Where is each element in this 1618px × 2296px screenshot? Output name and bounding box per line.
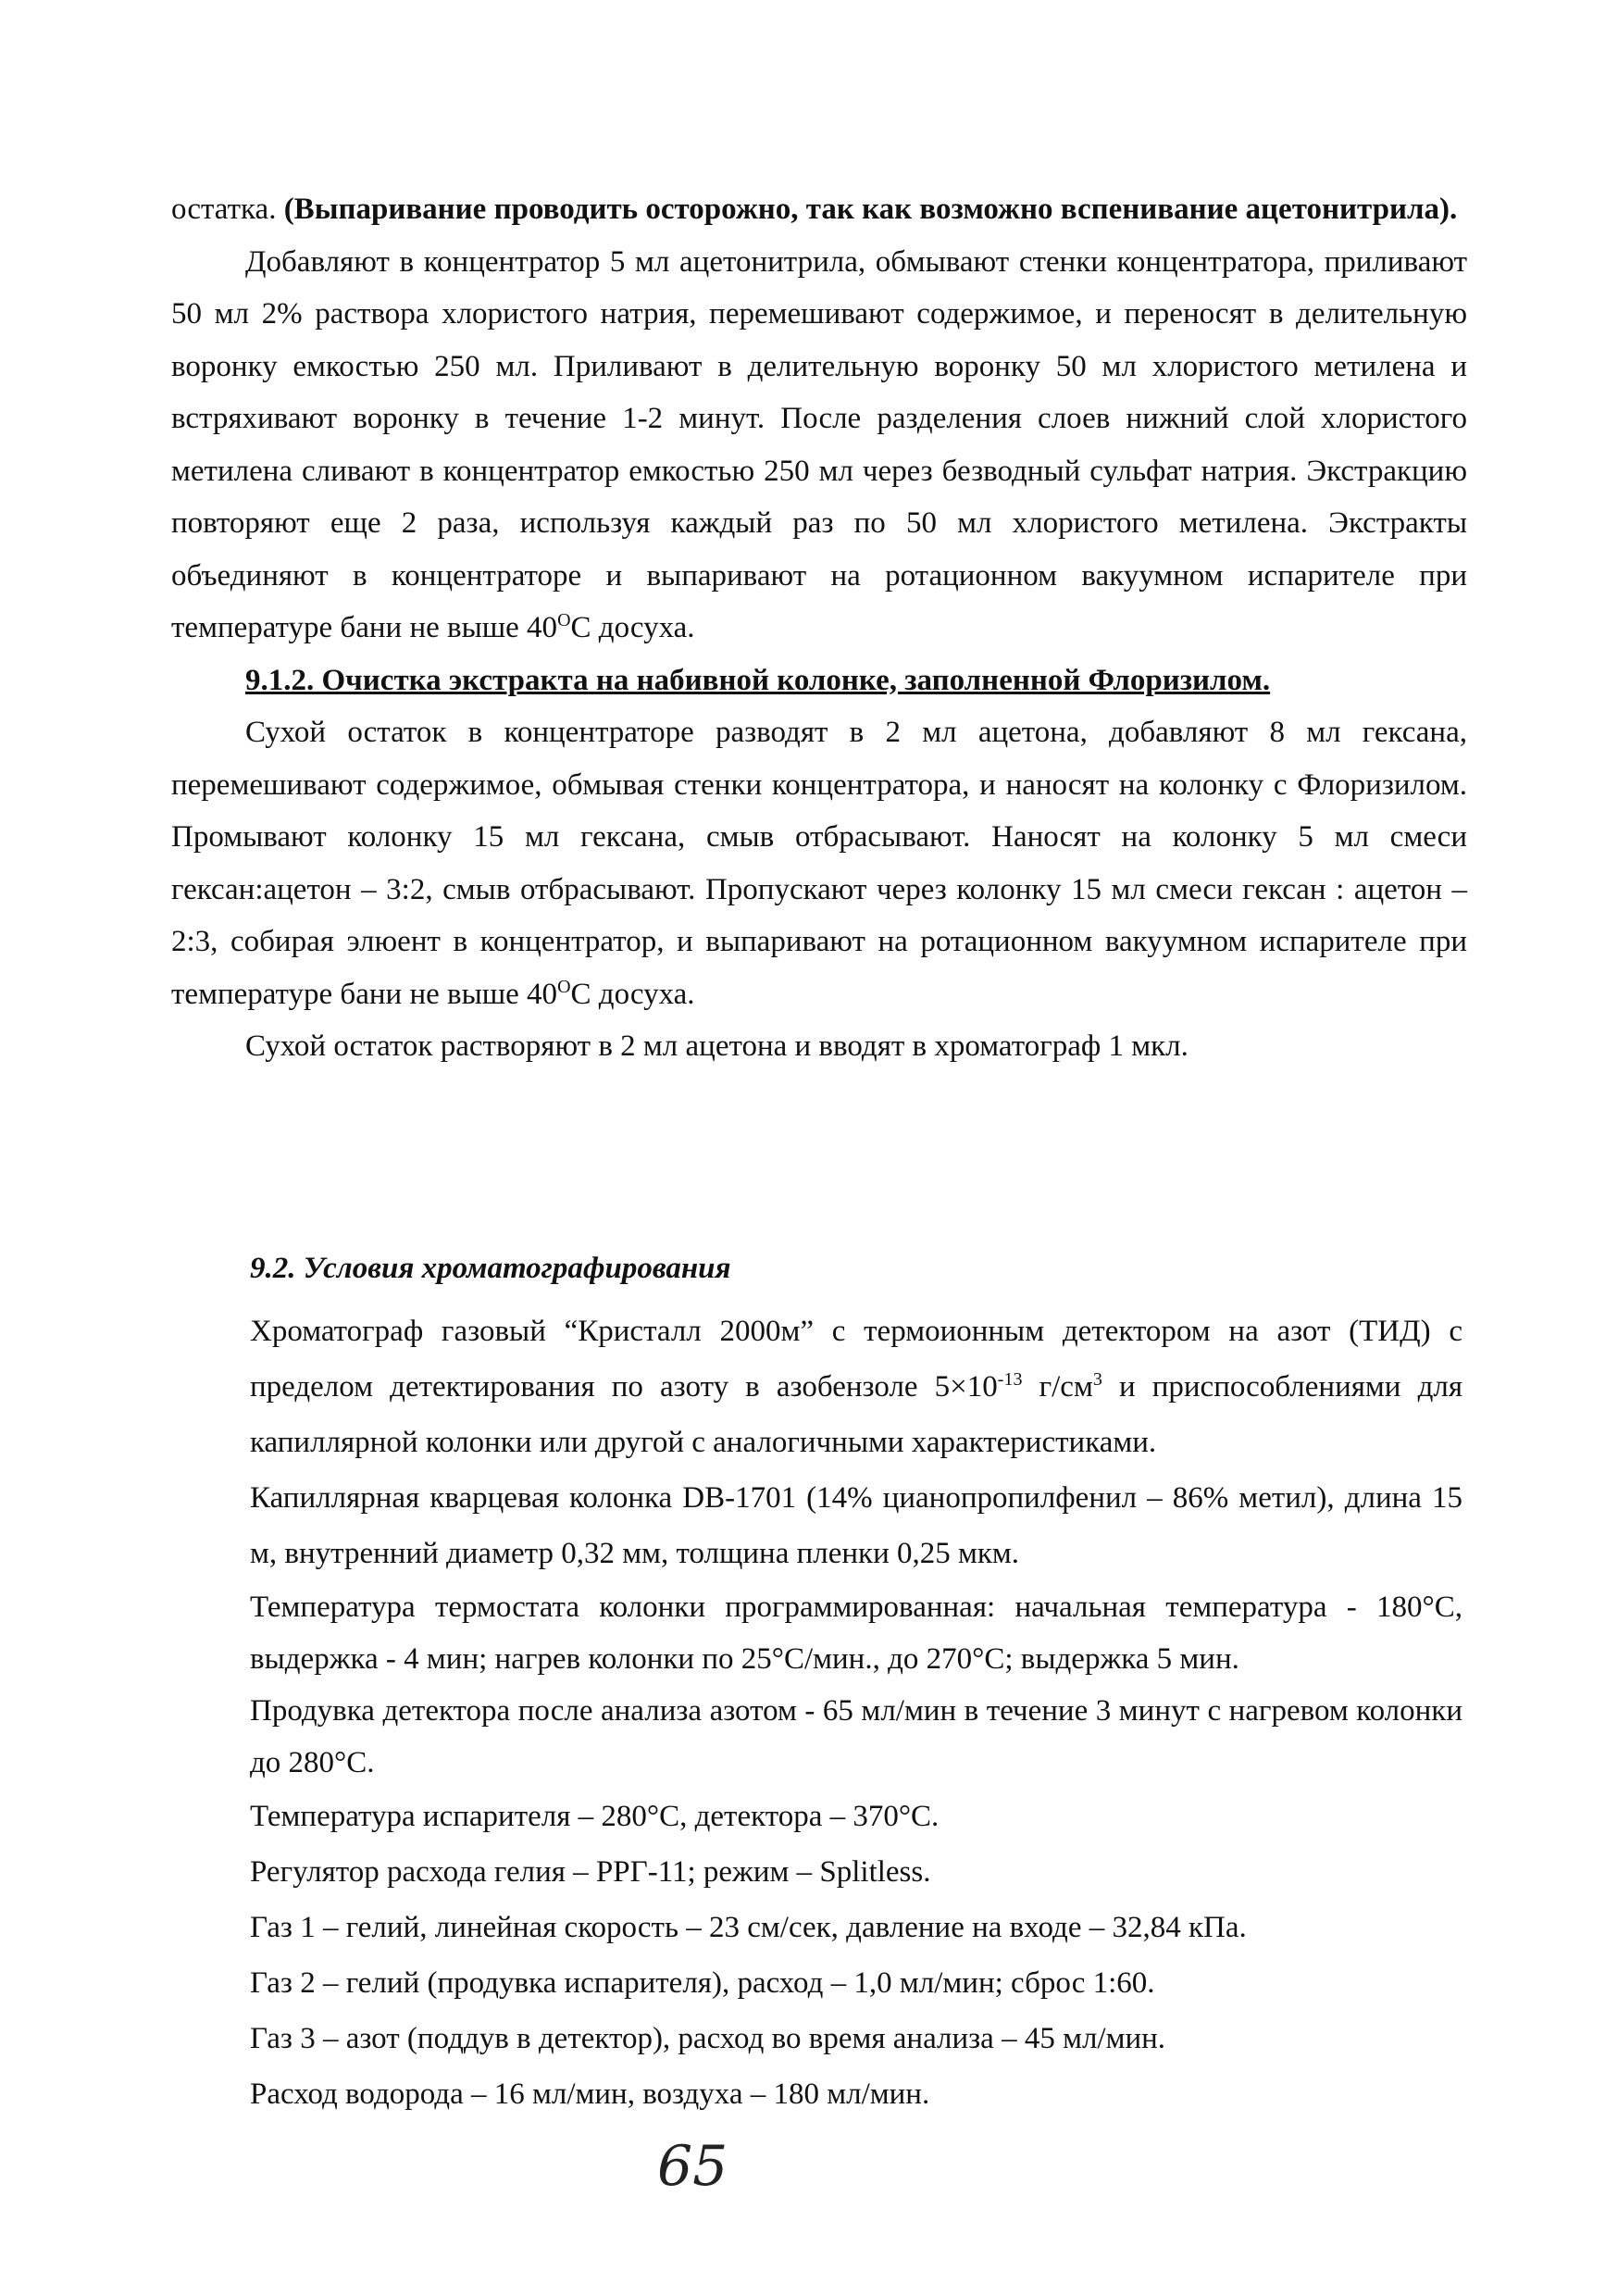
extraction-text: Добавляют в концентратор 5 мл ацетонитрила, обмывают стенки концентратора, приливают 50 мл 2% раствора хлористого натрия, перемешивают содержимое, и переносят в делительную воронку емкостью 250 мл. Приливают в делительную воронку 50 мл хлористого метилена и встряхивают воронку в течение 1-2 минут. После разделения слоев нижний слой хлористого метилена сливают в концентратор емкостью 250 мл через безводный сульфат натрия. Экстракцию повторяют еще 2 раза, используя каждый раз по 50 мл хлористого метилена. Экстракты объединяют в концентраторе и выпаривают на ротационном вакуумном испарителе при температуре бани не выше 40 bbox=[171, 244, 1467, 644]
continuation-paragraph bbox=[171, 183, 1467, 236]
instrument-exponent: -13 bbox=[997, 1369, 1023, 1390]
instrument-text-a: Хроматограф газовый “Кристалл 2000м” с термоионным детектором на азот (ТИД) с пределом детектирования по азоту в азобензоле 5×10 bbox=[250, 1315, 1462, 1404]
extraction-paragraph bbox=[171, 236, 1467, 655]
evaporator-line: Температура испарителя – 280°C, детектора – 370°C. bbox=[250, 1800, 940, 1833]
gas3-line: Газ 3 – азот (поддув в детектор), расход во время анализа – 45 мл/мин. bbox=[250, 2022, 1166, 2055]
temp-unit: C досуха. bbox=[570, 977, 695, 1011]
instrument-text-c: и приспособлениями для капиллярной колонки или другой с аналогичными характеристиками. bbox=[250, 1370, 1463, 1459]
instrument-paragraph bbox=[250, 1304, 1462, 1470]
cleanup-text: Сухой остаток в концентраторе разводят в 2 мл ацетона, добавляют 8 мл гексана, перемешивают содержимое, обмывая стенки концентратора, и наносят на колонку с Флоризилом. Промывают колонку 15 мл гексана, смыв отбрасывают. Наносят на колонку 5 мл смеси гексан:ацетон – 3:2, смыв отбрасывают. Пропускают через колонку 15 мл смеси гексан : ацетон – 2:3, собирая элюент в концентратор, и выпаривают на ротационном вакуумном испарителе при температуре бани не выше 40 bbox=[171, 716, 1467, 1011]
dissolve-paragraph: Сухой остаток растворяют в 2 мл ацетона и вводят в хроматограф 1 мкл. bbox=[245, 1029, 1189, 1063]
section-extraction bbox=[171, 183, 1467, 1073]
thermostat-paragraph: Температура термостата колонки программированная: начальная температура - 180°C, выдержка - 4 мин; нагрев колонки по 25°C/мин., до 270°C; выдержка 5 мин. bbox=[250, 1591, 1462, 1676]
temp-unit: C досуха. bbox=[570, 611, 695, 644]
section-chromatography bbox=[250, 1241, 1462, 2122]
instrument-exponent-2: 3 bbox=[1092, 1369, 1102, 1390]
regulator-line: Регулятор расхода гелия – РРГ-11; режим – Splitless. bbox=[250, 1855, 931, 1889]
instrument-text-b: г/см bbox=[1022, 1370, 1093, 1404]
degree-sup: O bbox=[557, 976, 571, 997]
gas1-line: Газ 1 – гелий, линейная скорость – 23 см/сек, давление на входе – 32,84 кПа. bbox=[250, 1911, 1247, 1944]
bold-note: (Выпаривание проводить осторожно, так как возможно вспенивание ацетонитрила). bbox=[276, 193, 1458, 226]
purge-paragraph: Продувка детектора после анализа азотом - 65 мл/мин в течение 3 минут с нагревом колонки до 280°C. bbox=[250, 1694, 1462, 1779]
section-heading-92: 9.2. Условия хроматографирования bbox=[250, 1252, 731, 1285]
section-heading-912: 9.1.2. Очистка экстракта на набивной колонке, заполненной Флоризилом. bbox=[245, 663, 1271, 697]
cleanup-paragraph bbox=[171, 706, 1467, 1020]
degree-sup: O bbox=[557, 610, 571, 630]
column-paragraph: Капиллярная кварцевая колонка DB-1701 (14% цианопропилфенил – 86% метил), длина 15 м, внутренний диаметр 0,32 мм, толщина пленки 0,25 мкм. bbox=[250, 1481, 1462, 1570]
continuation-lead: остатка. bbox=[171, 193, 277, 226]
gas2-line: Газ 2 – гелий (продувка испарителя), расход – 1,0 мл/мин; сброс 1:60. bbox=[250, 1966, 1155, 2000]
page-number: 65 bbox=[657, 2134, 728, 2199]
hydrogen-line: Расход водорода – 16 мл/мин, воздуха – 180 мл/мин. bbox=[250, 2078, 930, 2111]
